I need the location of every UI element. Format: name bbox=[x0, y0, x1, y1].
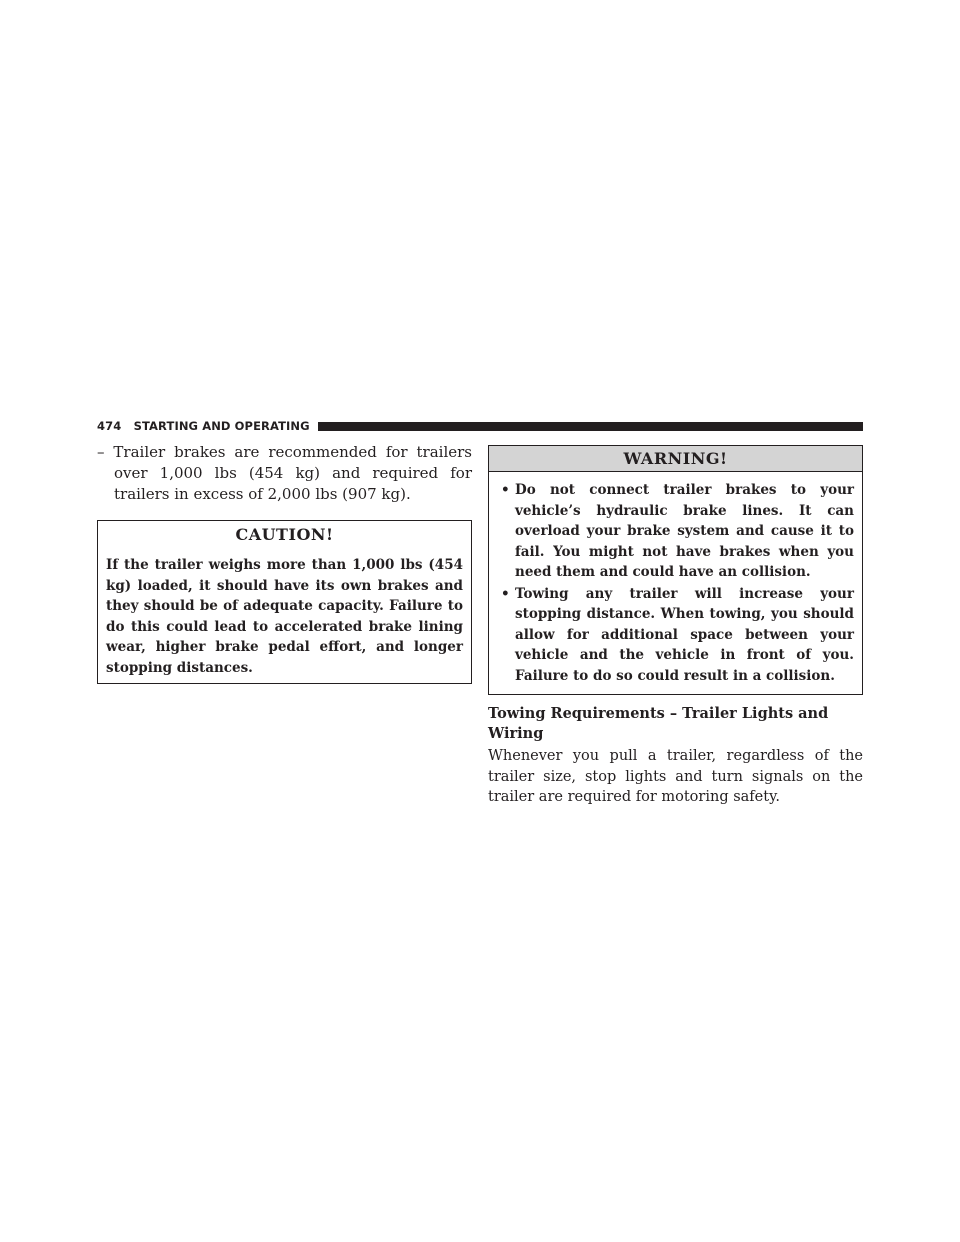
warning-bullet-item bbox=[497, 584, 854, 687]
section-paragraph: Whenever you pull a trailer, regardless of the trailer size, stop lights and turn signals on the trailer are required for motoring safety. bbox=[488, 748, 863, 805]
bullet-icon: • bbox=[501, 585, 510, 602]
left-column bbox=[97, 442, 472, 684]
header-rule bbox=[318, 422, 863, 431]
dash-list-item: – Trailer brakes are recommended for trailers over 1,000 lbs (454 kg) and required for trailers in excess of 2,000 lbs (907 kg). bbox=[97, 443, 472, 503]
right-column bbox=[488, 445, 863, 808]
warning-bullet-text: Do not connect trailer brakes to your vehicle’s hydraulic brake lines. It can overload your brake system and cause it to fail. You might not have brakes when you need them and could have an collision. bbox=[515, 482, 854, 580]
bullet-icon: • bbox=[501, 482, 510, 498]
warning-box bbox=[488, 445, 863, 695]
warning-body bbox=[489, 472, 862, 694]
section-heading: Towing Requirements – Trailer Lights and Wiring bbox=[488, 705, 829, 742]
caution-box bbox=[97, 520, 472, 684]
warning-bullet-item bbox=[497, 480, 854, 583]
caution-title: CAUTION! bbox=[235, 525, 334, 544]
page-number: 474 bbox=[97, 419, 122, 433]
page-header bbox=[97, 419, 863, 433]
section-name: STARTING AND OPERATING bbox=[133, 419, 310, 433]
warning-bullet-text: Towing any trailer will increase your stopping distance. When towing, you should allow for additional space between your vehicle and the vehicle in front of you. Failure to do so could result in a collision. bbox=[515, 585, 854, 684]
warning-title: WARNING! bbox=[489, 446, 862, 472]
caution-body: If the trailer weighs more than 1,000 lbs (454 kg) loaded, it should have its own brakes and they should be of adequate capacity. Failure to do this could lead to accelerated brake lining wear, higher brake pedal effort, and longer stopping distances. bbox=[106, 557, 463, 676]
header-label bbox=[97, 419, 318, 433]
